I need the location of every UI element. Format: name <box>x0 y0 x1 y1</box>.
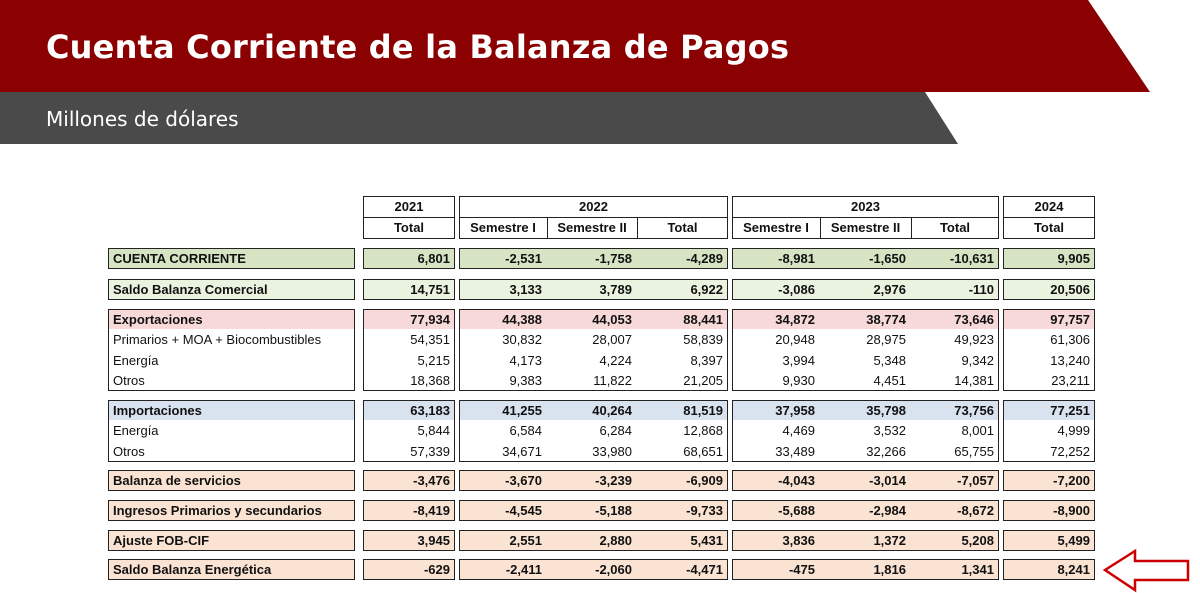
column-header: Total <box>1033 220 1065 235</box>
table-cell: 14,381 <box>954 373 994 388</box>
table-cell: -3,670 <box>505 473 542 488</box>
table-cell: -5,188 <box>595 503 632 518</box>
table-cell: -4,545 <box>505 503 542 518</box>
table-cell: 4,999 <box>1057 423 1090 438</box>
row-label: Exportaciones <box>113 312 203 327</box>
column-divider <box>637 218 638 239</box>
table-cell: -3,476 <box>413 473 450 488</box>
table-cell: -110 <box>968 282 994 297</box>
header-divider <box>1003 217 1095 218</box>
table-cell: 65,755 <box>954 444 994 459</box>
table-cell: 3,789 <box>599 282 632 297</box>
column-header: Total <box>667 220 698 235</box>
table-cell: -4,471 <box>686 562 723 577</box>
table-cell: 9,383 <box>509 373 542 388</box>
table-cell: 3,133 <box>509 282 542 297</box>
table-cell: 6,284 <box>599 423 632 438</box>
table-cell: 40,264 <box>592 403 632 418</box>
table-cell: 9,342 <box>961 353 994 368</box>
table-cell: 4,451 <box>873 373 906 388</box>
table-cell: -8,419 <box>413 503 450 518</box>
table-cell: 68,651 <box>683 444 723 459</box>
table-cell: 73,646 <box>954 312 994 327</box>
table-cell: 44,388 <box>502 312 542 327</box>
table-cell: 5,215 <box>417 353 450 368</box>
table-cell: 63,183 <box>410 403 450 418</box>
year-header: 2021 <box>394 199 424 214</box>
table-cell: -3,014 <box>869 473 906 488</box>
row-label: Saldo Balanza Comercial <box>113 282 268 297</box>
table-cell: 5,499 <box>1057 533 1090 548</box>
table-cell: 8,397 <box>690 353 723 368</box>
table-cell: -2,984 <box>869 503 906 518</box>
table-cell: 58,839 <box>683 332 723 347</box>
table-cell: -629 <box>423 562 450 577</box>
table-cell: 12,868 <box>683 423 723 438</box>
row-label: Otros <box>113 373 145 388</box>
row-label: Energía <box>113 423 159 438</box>
table-cell: 72,252 <box>1050 444 1090 459</box>
year-header: 2022 <box>579 199 608 214</box>
table-cell: 8,241 <box>1057 562 1090 577</box>
table-cell: -8,981 <box>778 251 815 266</box>
table-cell: -8,900 <box>1053 503 1090 518</box>
table-cell: 3,836 <box>782 533 815 548</box>
row-label: Saldo Balanza Energética <box>113 562 272 577</box>
table-cell: 3,994 <box>782 353 815 368</box>
table-cell: 88,441 <box>683 312 723 327</box>
table-cell: 61,306 <box>1050 332 1090 347</box>
table-cell: -5,688 <box>778 503 815 518</box>
table-cell: 41,255 <box>502 403 542 418</box>
table-cell: 49,923 <box>954 332 994 347</box>
table-cell: -4,043 <box>778 473 815 488</box>
header-divider <box>363 217 455 218</box>
row-label: Ingresos Primarios y secundarios <box>113 503 322 518</box>
page-subtitle: Millones de dólares <box>46 107 239 131</box>
row-label: Importaciones <box>113 403 202 418</box>
table-cell: 81,519 <box>683 403 723 418</box>
table-cell: 4,469 <box>782 423 815 438</box>
table-cell: 9,930 <box>782 373 815 388</box>
table-cell: 38,774 <box>866 312 906 327</box>
table-cell: 6,584 <box>509 423 542 438</box>
column-divider <box>911 218 912 239</box>
table-cell: 13,240 <box>1050 353 1090 368</box>
table-cell: 44,053 <box>592 312 632 327</box>
table-cell: 77,251 <box>1050 403 1090 418</box>
table-cell: 3,945 <box>417 533 450 548</box>
table-cell: 33,489 <box>775 444 815 459</box>
table-cell: -7,057 <box>957 473 994 488</box>
row-label: CUENTA CORRIENTE <box>113 251 246 266</box>
table-cell: 6,801 <box>417 251 450 266</box>
table-cell: -3,086 <box>778 282 815 297</box>
table-cell: -4,289 <box>686 251 723 266</box>
table-cell: 5,844 <box>417 423 450 438</box>
table-cell: 2,880 <box>599 533 632 548</box>
table-cell: 1,372 <box>873 533 906 548</box>
table-cell: 5,208 <box>961 533 994 548</box>
table-cell: 77,934 <box>410 312 450 327</box>
row-label: Ajuste FOB-CIF <box>113 533 210 548</box>
row-label: Otros <box>113 444 145 459</box>
table-cell: -10,631 <box>949 251 994 266</box>
column-divider <box>820 218 821 239</box>
table-cell: -1,650 <box>869 251 906 266</box>
table-cell: 30,832 <box>502 332 542 347</box>
table-cell: 37,958 <box>775 403 815 418</box>
header-divider <box>732 217 999 218</box>
table-cell: 1,341 <box>961 562 994 577</box>
table-cell: -475 <box>788 562 815 577</box>
table-cell: 5,348 <box>873 353 906 368</box>
column-header: Semestre II <box>557 220 627 235</box>
table-cell: -7,200 <box>1053 473 1090 488</box>
table-cell: 9,905 <box>1057 251 1090 266</box>
table-cell: -6,909 <box>686 473 723 488</box>
table-cell: 54,351 <box>410 332 450 347</box>
table-cell: -9,733 <box>686 503 723 518</box>
table-cell: 97,757 <box>1050 312 1090 327</box>
year-header: 2024 <box>1034 199 1064 214</box>
column-header: Total <box>939 220 971 235</box>
table-cell: 4,173 <box>509 353 542 368</box>
table-cell: 33,980 <box>592 444 632 459</box>
page-title: Cuenta Corriente de la Balanza de Pagos <box>46 28 790 66</box>
table-cell: -2,531 <box>505 251 542 266</box>
column-header: Semestre I <box>470 220 536 235</box>
header-divider <box>459 217 728 218</box>
table-cell: 3,532 <box>873 423 906 438</box>
table-cell: -2,411 <box>505 562 542 577</box>
table-cell: 11,822 <box>593 373 632 388</box>
table-cell: 28,975 <box>866 332 906 347</box>
table-cell: 34,671 <box>502 444 542 459</box>
row-label: Balanza de servicios <box>113 473 241 488</box>
table-cell: 57,339 <box>410 444 450 459</box>
table-cell: 14,751 <box>410 282 450 297</box>
table-cell: 21,205 <box>683 373 723 388</box>
table-cell: 34,872 <box>775 312 815 327</box>
left-arrow-outline-icon <box>1102 548 1192 593</box>
column-header: Semestre I <box>743 220 809 235</box>
table-cell: 2,976 <box>873 282 906 297</box>
table-cell: 2,551 <box>509 533 542 548</box>
table-cell: -8,672 <box>957 503 994 518</box>
table-cell: 23,211 <box>1051 373 1090 388</box>
table-cell: -3,239 <box>595 473 632 488</box>
table-cell: 5,431 <box>690 533 723 548</box>
row-label: Primarios + MOA + Biocombustibles <box>113 332 322 347</box>
table-cell: -1,758 <box>595 251 632 266</box>
row-label: Energía <box>113 353 159 368</box>
table-cell: 18,368 <box>410 373 450 388</box>
table-cell: 73,756 <box>954 403 994 418</box>
column-divider <box>547 218 548 239</box>
table-cell: 35,798 <box>866 403 906 418</box>
table-cell: 20,506 <box>1050 282 1090 297</box>
table-cell: 4,224 <box>599 353 632 368</box>
column-header: Semestre II <box>830 220 901 235</box>
year-header: 2023 <box>851 199 880 214</box>
table-cell: 28,007 <box>592 332 632 347</box>
column-header: Total <box>393 220 425 235</box>
table-cell: 32,266 <box>866 444 906 459</box>
table-cell: 8,001 <box>961 423 994 438</box>
table-cell: 6,922 <box>690 282 723 297</box>
table-cell: 20,948 <box>775 332 815 347</box>
table-cell: 1,816 <box>873 562 906 577</box>
table-cell: -2,060 <box>595 562 632 577</box>
